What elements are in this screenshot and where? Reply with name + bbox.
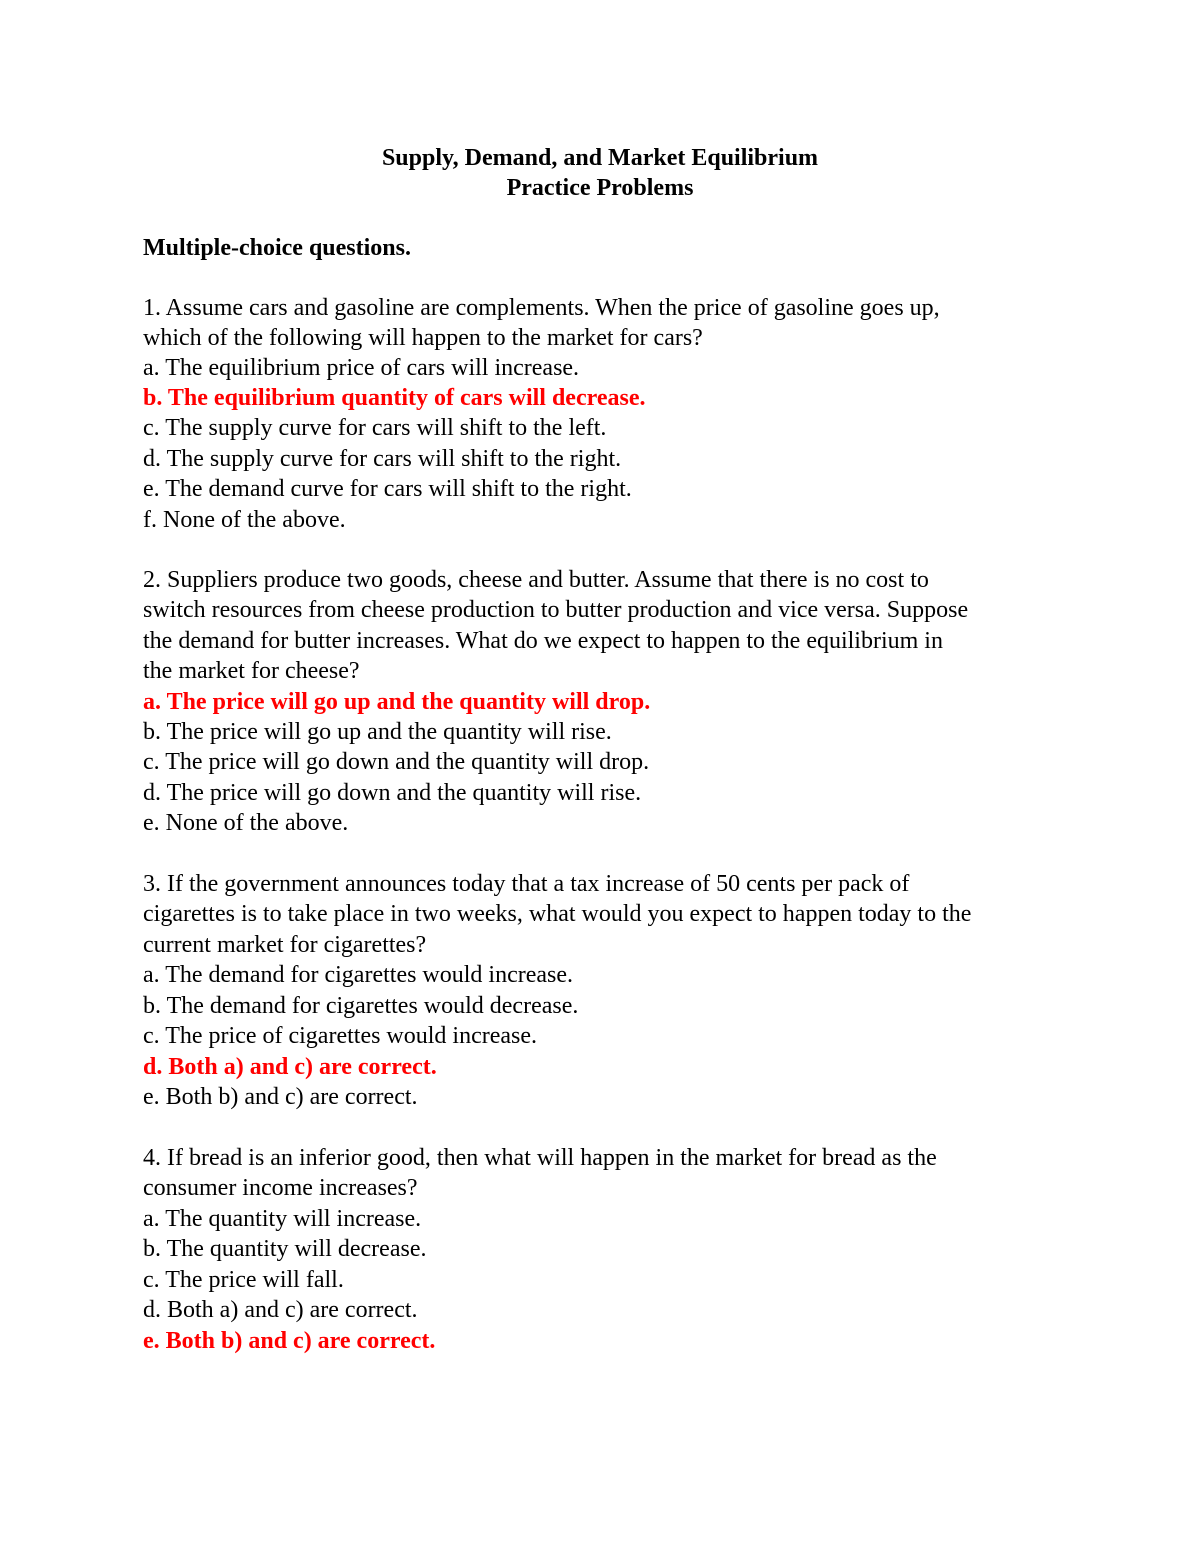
answer-option: e. The demand curve for cars will shift to the right.: [143, 476, 632, 502]
answer-option: d. The supply curve for cars will shift to the right.: [143, 446, 622, 472]
correct-answer-option: a. The price will go up and the quantity will drop.: [143, 689, 651, 715]
answer-option: e. Both b) and c) are correct.: [143, 1084, 418, 1110]
document-subtitle: Practice Problems: [506, 175, 694, 201]
correct-answer-option: b. The equilibrium quantity of cars will decrease.: [143, 385, 646, 411]
answer-option: c. The price will fall.: [143, 1267, 344, 1293]
document-title: Supply, Demand, and Market Equilibrium: [381, 145, 819, 171]
question-stem-line: 1. Assume cars and gasoline are complements. When the price of gasoline goes up,: [143, 295, 940, 321]
answer-option: f. None of the above.: [143, 507, 346, 533]
answer-option: b. The quantity will decrease.: [143, 1236, 427, 1262]
question-stem-line: consumer income increases?: [143, 1175, 418, 1201]
answer-option: e. None of the above.: [143, 810, 349, 836]
question-stem-line: which of the following will happen to the market for cars?: [143, 325, 703, 351]
answer-option: d. Both a) and c) are correct.: [143, 1297, 418, 1323]
answer-option: c. The supply curve for cars will shift to the left.: [143, 415, 607, 441]
answer-option: c. The price will go down and the quantity will drop.: [143, 749, 650, 775]
section-heading: Multiple-choice questions.: [143, 235, 411, 261]
question-stem-line: the demand for butter increases. What do we expect to happen to the equilibrium in: [143, 628, 943, 654]
answer-option: d. The price will go down and the quantity will rise.: [143, 780, 642, 806]
question-stem-line: 3. If the government announces today that a tax increase of 50 cents per pack of: [143, 871, 910, 897]
question-stem-line: the market for cheese?: [143, 658, 360, 684]
answer-option: a. The equilibrium price of cars will increase.: [143, 355, 580, 381]
correct-answer-option: d. Both a) and c) are correct.: [143, 1054, 437, 1080]
question-stem-line: 4. If bread is an inferior good, then what will happen in the market for bread as the: [143, 1145, 937, 1171]
answer-option: c. The price of cigarettes would increase.: [143, 1023, 538, 1049]
question-stem-line: cigarettes is to take place in two weeks, what would you expect to happen today to the: [143, 901, 972, 927]
question-stem-line: 2. Suppliers produce two goods, cheese and butter. Assume that there is no cost to: [143, 567, 929, 593]
answer-option: b. The price will go up and the quantity will rise.: [143, 719, 612, 745]
question-stem-line: switch resources from cheese production to butter production and vice versa. Suppose: [143, 597, 969, 623]
answer-option: a. The demand for cigarettes would increase.: [143, 962, 574, 988]
answer-option: b. The demand for cigarettes would decrease.: [143, 993, 579, 1019]
correct-answer-option: e. Both b) and c) are correct.: [143, 1328, 436, 1354]
question-stem-line: current market for cigarettes?: [143, 932, 427, 958]
answer-option: a. The quantity will increase.: [143, 1206, 422, 1232]
